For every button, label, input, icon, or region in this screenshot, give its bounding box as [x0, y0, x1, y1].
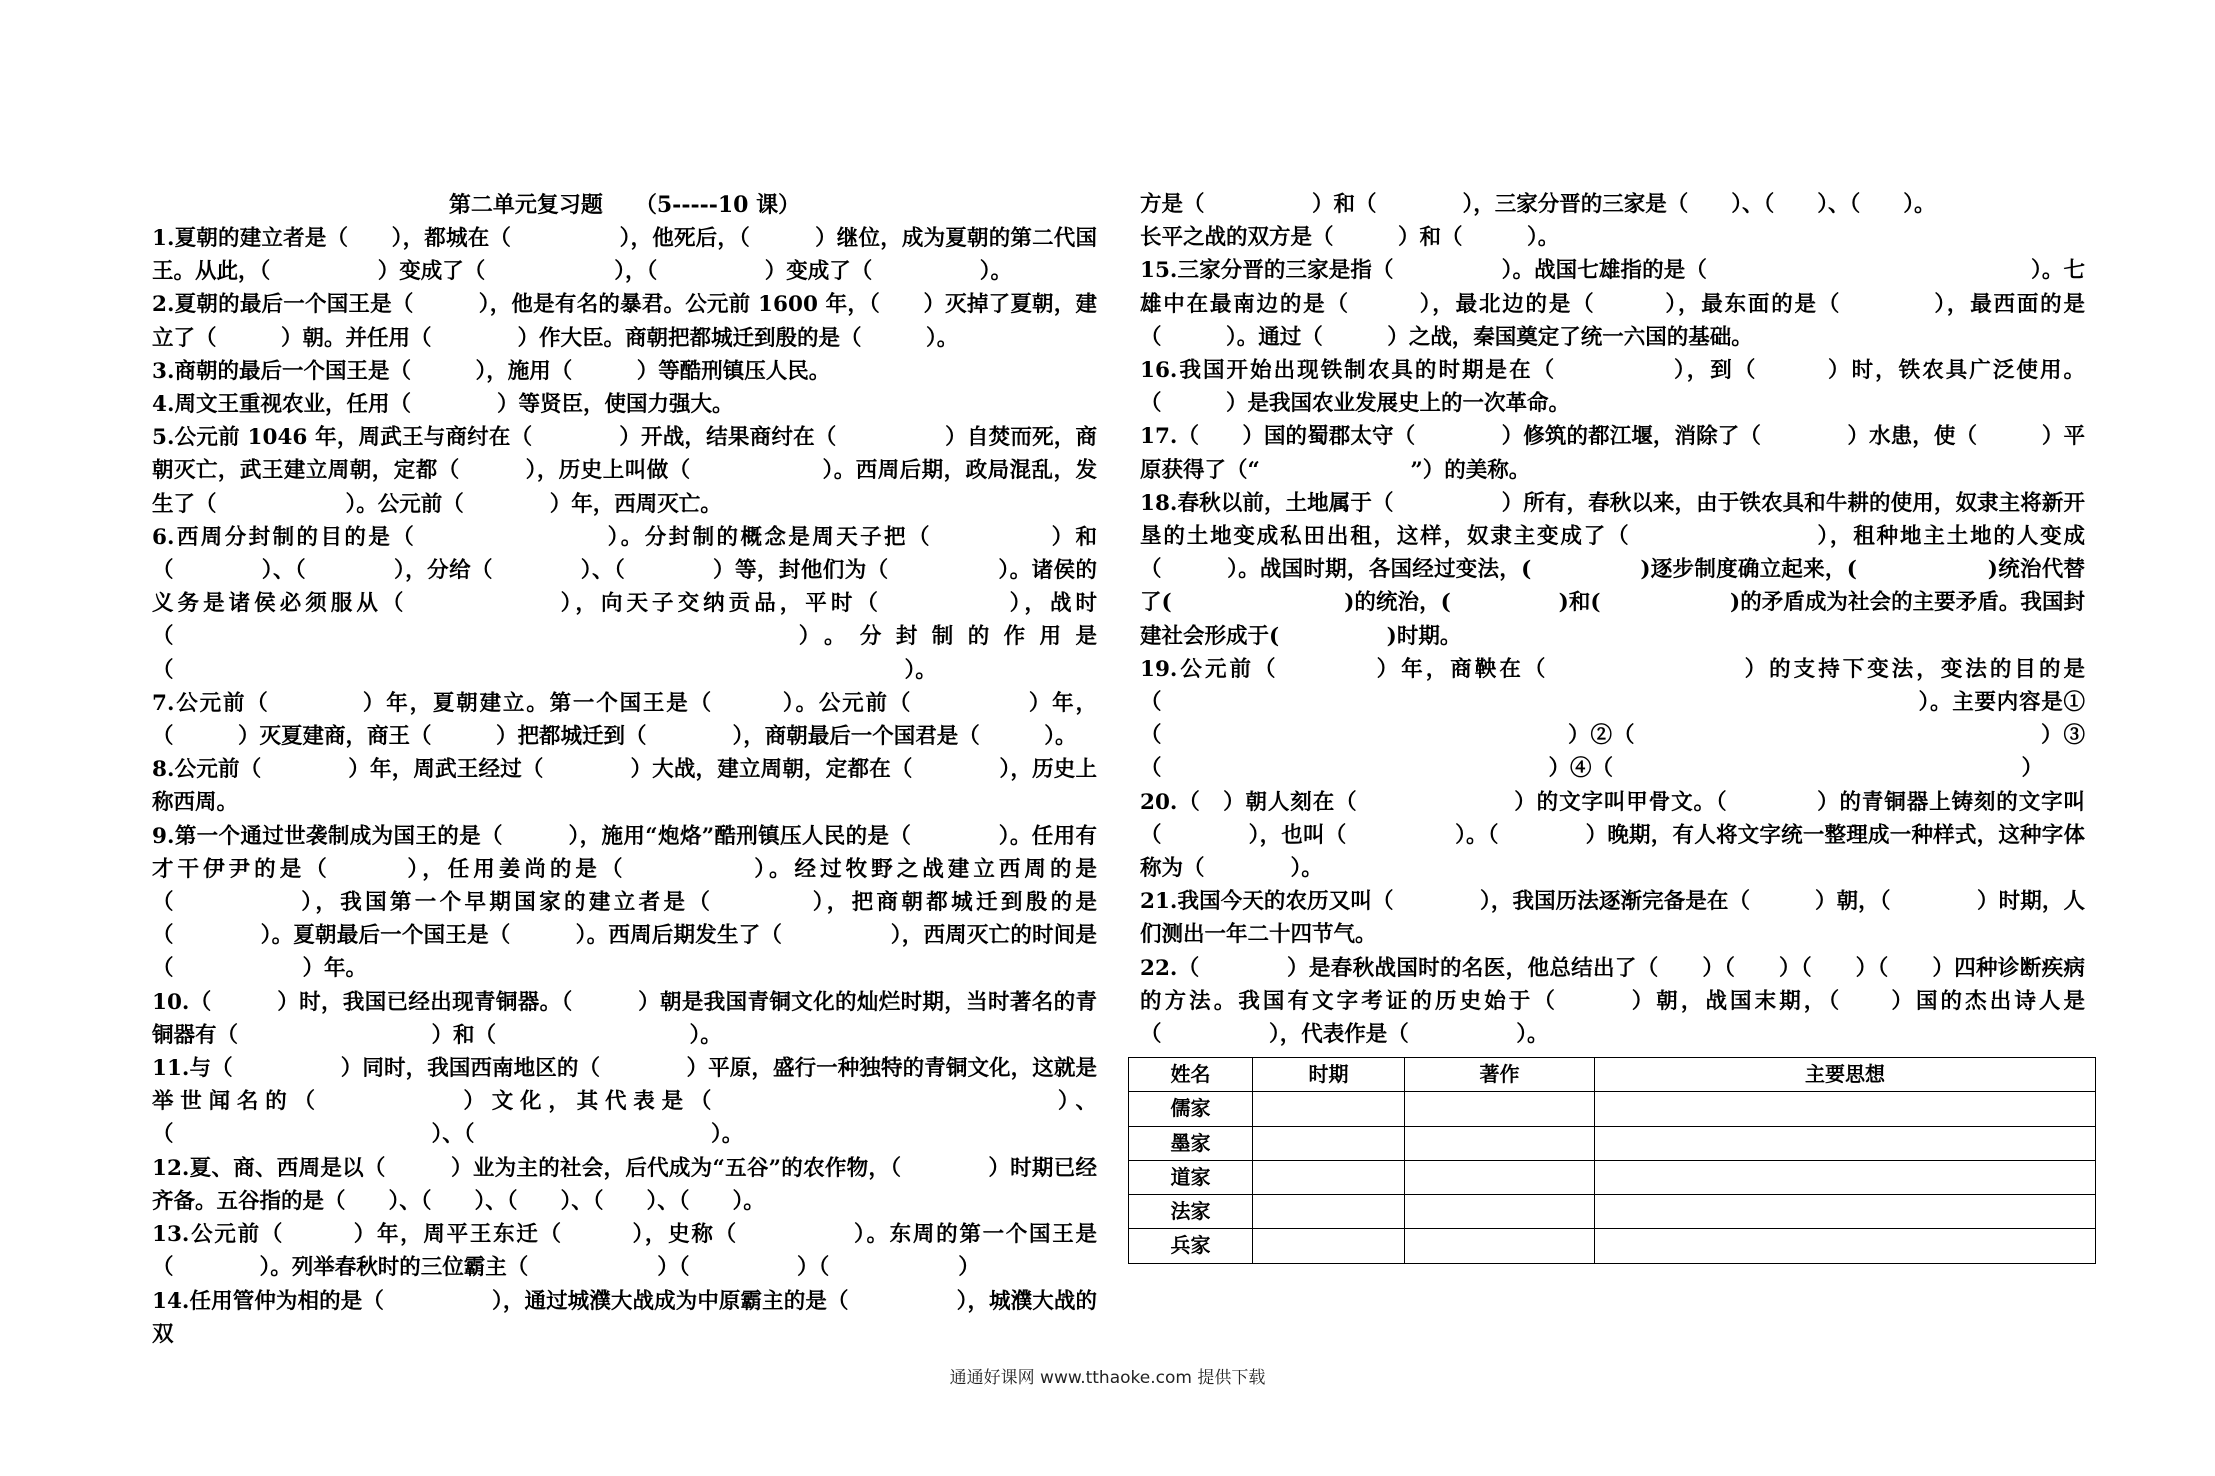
question-7: 7.公元前（ ）年，夏朝建立。第一个国王是（ ）。公元前（ ）年，（ ）灭夏建商，商王（ ）把都城迁到（ ），商朝最后一个国君是（ ）。: [152, 690, 1097, 750]
header-name: 姓名: [1129, 1058, 1253, 1092]
question-14-changping: 长平之战的双方是（ ）和（ ）。: [1140, 225, 1560, 251]
question-19: 19.公元前（ ）年，商鞅在（ ）的支持下变法，变法的目的是（ ）。主要内容是①（ ）②（ ）③（ ）④（ ）: [1140, 656, 2085, 782]
school-name: 道家: [1129, 1160, 1253, 1194]
title-main: 第二单元复习题: [448, 192, 603, 218]
question-22: 22.（ ）是春秋战国时的名医，他总结出了（ ）（ ）（ ）（ ）四种诊断疾病的方法。我国有文字考证的历史始于（ ）朝，战国末期，（ ）国的杰出诗人是（ ），代表作是（ ）。: [1140, 955, 2085, 1048]
schools-of-thought-table: [1128, 1057, 2096, 1263]
left-column: [152, 188, 1097, 1351]
table-row: [1129, 1195, 2096, 1229]
period-cell[interactable]: [1253, 1229, 1405, 1263]
question-14-continued: 方是（ ）和（ ），三家分晋的三家是（ ）、（ ）、（ ）。: [1140, 192, 1936, 217]
question-14: 14.任用管仲为相的是（ ），通过城濮大战成为中原霸主的是（ ），城濮大战的双: [152, 1288, 1097, 1347]
works-cell[interactable]: [1405, 1160, 1595, 1194]
school-name: 墨家: [1129, 1126, 1253, 1160]
table-row: [1129, 1126, 2096, 1160]
ideas-cell[interactable]: [1595, 1195, 2096, 1229]
question-6: 6.西周分封制的目的是（ ）。分封制的概念是周天子把（ ）和（ ）、（ ），分给（ ）、（ ）等，封他们为（ ）。诸侯的义务是诸侯必须服从（ ），向天子交纳贡品，平时（ ），战时（ ）。分封制的作用是（ ）。: [152, 524, 1097, 683]
table-row: [1129, 1229, 2096, 1263]
school-name: 法家: [1129, 1195, 1253, 1229]
question-4: 4.周文王重视农业，任用（ ）等贤臣，使国力强大。: [152, 392, 734, 418]
period-cell[interactable]: [1253, 1195, 1405, 1229]
school-name: 儒家: [1129, 1092, 1253, 1126]
page-title: [152, 188, 1097, 222]
table-row: [1129, 1092, 2096, 1126]
ideas-cell[interactable]: [1595, 1092, 2096, 1126]
question-10: 10.（ ）时，我国已经出现青铜器。（ ）朝是我国青铜文化的灿烂时期，当时著名的青铜器有（ ）和（ ）。: [152, 989, 1097, 1048]
title-range: （5-----10 课）: [634, 192, 801, 218]
period-cell[interactable]: [1253, 1092, 1405, 1126]
question-21: 21.我国今天的农历又叫（ ），我国历法逐渐完备是在（ ）朝，（ ）时期，人们测出一年二十四节气。: [1140, 889, 2085, 948]
question-1: 1.夏朝的建立者是（ ），都城在（ ），他死后，（ ）继位，成为夏朝的第二代国王。从此，（ ）变成了（ ），（ ）变成了（ ）。: [152, 226, 1097, 285]
works-cell[interactable]: [1405, 1092, 1595, 1126]
works-cell[interactable]: [1405, 1195, 1595, 1229]
question-15: 15.三家分晋的三家是指（ ）。战国七雄指的是（ ）。七雄中在最南边的是（ ），最北边的是（ ），最东面的是（ ），最西面的是（ ）。通过（ ）之战，秦国奠定了统一六国的基础。: [1140, 258, 2085, 350]
question-13: 13.公元前（ ）年，周平王东迁（ ），史称（ ）。东周的第一个国王是（ ）。列举春秋时的三位霸主（ ）（ ）（ ）: [152, 1222, 1097, 1281]
question-12: 12.夏、商、西周是以（ ）业为主的社会，后代成为“五谷”的农作物，（ ）时期已经齐备。五谷指的是（ ）、（ ）、（ ）、（ ）、（ ）。: [152, 1155, 1097, 1214]
right-column: [1140, 188, 2085, 1264]
question-18: 18.春秋以前，土地属于（ ）所有，春秋以来，由于铁农具和牛耕的使用，奴隶主将新开垦的土地变成私田出租，这样，奴隶主变成了（ ），租种地主土地的人变成（ ）。战国时期，各国经过变法，( )逐步制度确立起来，( )统治代替了( )的统治，( )和( )的矛盾成为社会的主要矛盾。我国封建社会形成于( )时期。: [1140, 490, 2085, 649]
question-17: 17.（ ）国的蜀郡太守（ ）修筑的都江堰，消除了（ ）水患，使（ ）平原获得了（“ ”）的美称。: [1140, 424, 2085, 483]
works-cell[interactable]: [1405, 1126, 1595, 1160]
question-3: 3.商朝的最后一个国王是（ ），施用（ ）等酷刑镇压人民。: [152, 358, 831, 384]
ideas-cell[interactable]: [1595, 1160, 2096, 1194]
header-period: 时期: [1253, 1058, 1405, 1092]
works-cell[interactable]: [1405, 1229, 1595, 1263]
period-cell[interactable]: [1253, 1160, 1405, 1194]
question-20: 20.（ ）朝人刻在（ ）的文字叫甲骨文。（ ）的青铜器上铸刻的文字叫（ ），也叫（ ）。（ ）晚期，有人将文字统一整理成一种样式，这种字体称为（ ）。: [1140, 789, 2085, 882]
period-cell[interactable]: [1253, 1126, 1405, 1160]
ideas-cell[interactable]: [1595, 1229, 2096, 1263]
question-16: 16.我国开始出现铁制农具的时期是在（ ），到（ ）时，铁农具广泛使用。（ ）是我国农业发展史上的一次革命。: [1140, 358, 2085, 417]
table-header-row: [1129, 1058, 2096, 1092]
download-footer: 通通好课网 www.tthaoke.com 提供下载: [949, 1368, 1266, 1388]
table-row: [1129, 1160, 2096, 1194]
header-works: 著作: [1405, 1058, 1595, 1092]
school-name: 兵家: [1129, 1229, 1253, 1263]
ideas-cell[interactable]: [1595, 1126, 2096, 1160]
question-5: 5.公元前 1046 年，周武王与商纣在（ ）开战，结果商纣在（ ）自焚而死，商朝灭亡，武王建立周朝，定都（ ），历史上叫做（ ）。西周后期，政局混乱，发生了（ ）。公元前（ ）年，西周灭亡。: [152, 425, 1097, 517]
question-8: 8.公元前（ ）年，周武王经过（ ）大战，建立周朝，定都在（ ），历史上称西周。: [152, 757, 1097, 816]
question-9: 9.第一个通过世袭制成为国王的是（ ），施用“炮烙”酷刑镇压人民的是（ ）。任用有才干伊尹的是（ ），任用姜尚的是（ ）。经过牧野之战建立西周的是（ ），我国第一个早期国家的建立者是（ ），把商朝都城迁到殷的是（ ）。夏朝最后一个国王是（ ）。西周后期发生了（ ），西周灭亡的时间是（ ）年。: [152, 823, 1097, 982]
question-2: 2.夏朝的最后一个国王是（ ），他是有名的暴君。公元前 1600 年，（ ）灭掉了夏朝，建立了（ ）朝。并任用（ ）作大臣。商朝把都城迁到殷的是（ ）。: [152, 292, 1097, 351]
question-11: 11.与（ ）同时，我国西南地区的（ ）平原，盛行一种独特的青铜文化，这就是举世闻名的（ ）文化，其代表是（ ）、（ ）、（ ）。: [152, 1056, 1097, 1148]
header-main-ideas: 主要思想: [1595, 1058, 2096, 1092]
